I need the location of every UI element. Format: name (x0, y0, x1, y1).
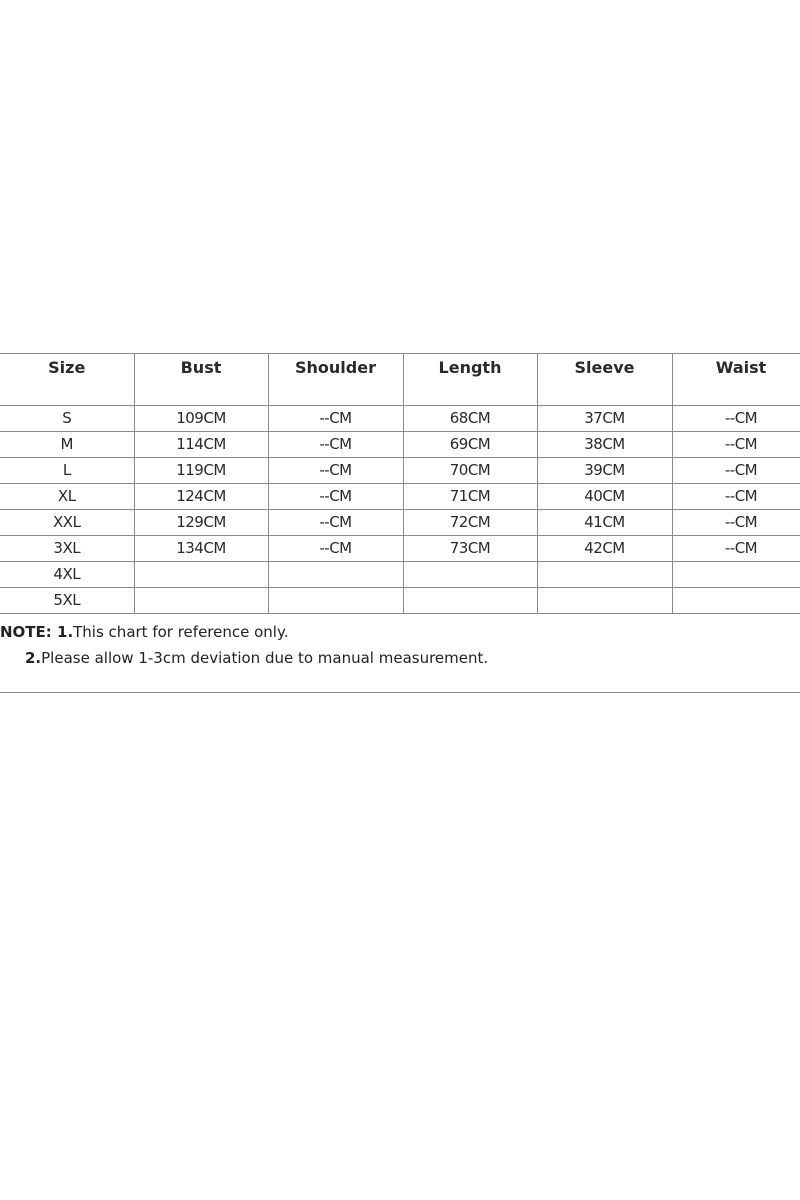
cell-shoulder: --CM (268, 431, 403, 457)
header-shoulder: Shoulder (268, 353, 403, 405)
cell-shoulder: --CM (268, 535, 403, 561)
cell-length: 71CM (403, 483, 537, 509)
cell-waist: --CM (672, 483, 800, 509)
note-line-2 (25, 645, 488, 671)
table-row (0, 587, 800, 613)
header-waist: Waist (672, 353, 800, 405)
header-sleeve: Sleeve (537, 353, 672, 405)
note-text-2: Please allow 1-3cm deviation due to manual measurement. (41, 649, 489, 667)
cell-bust: 129CM (134, 509, 268, 535)
cell-size: XXL (0, 509, 134, 535)
cell-shoulder: --CM (268, 509, 403, 535)
cell-size: 4XL (0, 561, 134, 587)
cell-bust: 114CM (134, 431, 268, 457)
cell-waist: --CM (672, 405, 800, 431)
cell-length: 68CM (403, 405, 537, 431)
cell-shoulder (268, 561, 403, 587)
cell-sleeve: 41CM (537, 509, 672, 535)
cell-waist: --CM (672, 535, 800, 561)
cell-bust: 124CM (134, 483, 268, 509)
cell-sleeve (537, 587, 672, 613)
cell-shoulder: --CM (268, 483, 403, 509)
table-row (0, 457, 800, 483)
table-row (0, 535, 800, 561)
size-table (0, 353, 800, 614)
header-row (0, 353, 800, 405)
header-size: Size (0, 353, 134, 405)
cell-length: 73CM (403, 535, 537, 561)
cell-shoulder: --CM (268, 405, 403, 431)
header-bust: Bust (134, 353, 268, 405)
notes (0, 619, 488, 671)
cell-bust: 109CM (134, 405, 268, 431)
cell-waist: --CM (672, 457, 800, 483)
cell-shoulder: --CM (268, 457, 403, 483)
cell-size: M (0, 431, 134, 457)
cell-bust: 119CM (134, 457, 268, 483)
cell-length (403, 587, 537, 613)
cell-size: 5XL (0, 587, 134, 613)
cell-length: 72CM (403, 509, 537, 535)
cell-length: 70CM (403, 457, 537, 483)
cell-waist: --CM (672, 509, 800, 535)
cell-shoulder (268, 587, 403, 613)
cell-sleeve: 42CM (537, 535, 672, 561)
cell-sleeve: 38CM (537, 431, 672, 457)
table-row (0, 561, 800, 587)
cell-size: XL (0, 483, 134, 509)
table-row (0, 405, 800, 431)
size-chart (0, 353, 800, 693)
cell-sleeve: 37CM (537, 405, 672, 431)
cell-size: 3XL (0, 535, 134, 561)
cell-waist: --CM (672, 431, 800, 457)
cell-size: L (0, 457, 134, 483)
cell-waist (672, 587, 800, 613)
cell-bust (134, 561, 268, 587)
cell-size: S (0, 405, 134, 431)
cell-length (403, 561, 537, 587)
table-row (0, 483, 800, 509)
cell-bust: 134CM (134, 535, 268, 561)
cell-bust (134, 587, 268, 613)
cell-length: 69CM (403, 431, 537, 457)
note-line-1 (0, 619, 488, 645)
cell-sleeve (537, 561, 672, 587)
cell-sleeve: 40CM (537, 483, 672, 509)
table-row (0, 431, 800, 457)
table-row (0, 509, 800, 535)
header-length: Length (403, 353, 537, 405)
note-label: NOTE: 1. (0, 623, 74, 641)
note-number-2: 2. (25, 649, 42, 667)
note-text-1: This chart for reference only. (73, 623, 289, 641)
cell-sleeve: 39CM (537, 457, 672, 483)
cell-waist (672, 561, 800, 587)
